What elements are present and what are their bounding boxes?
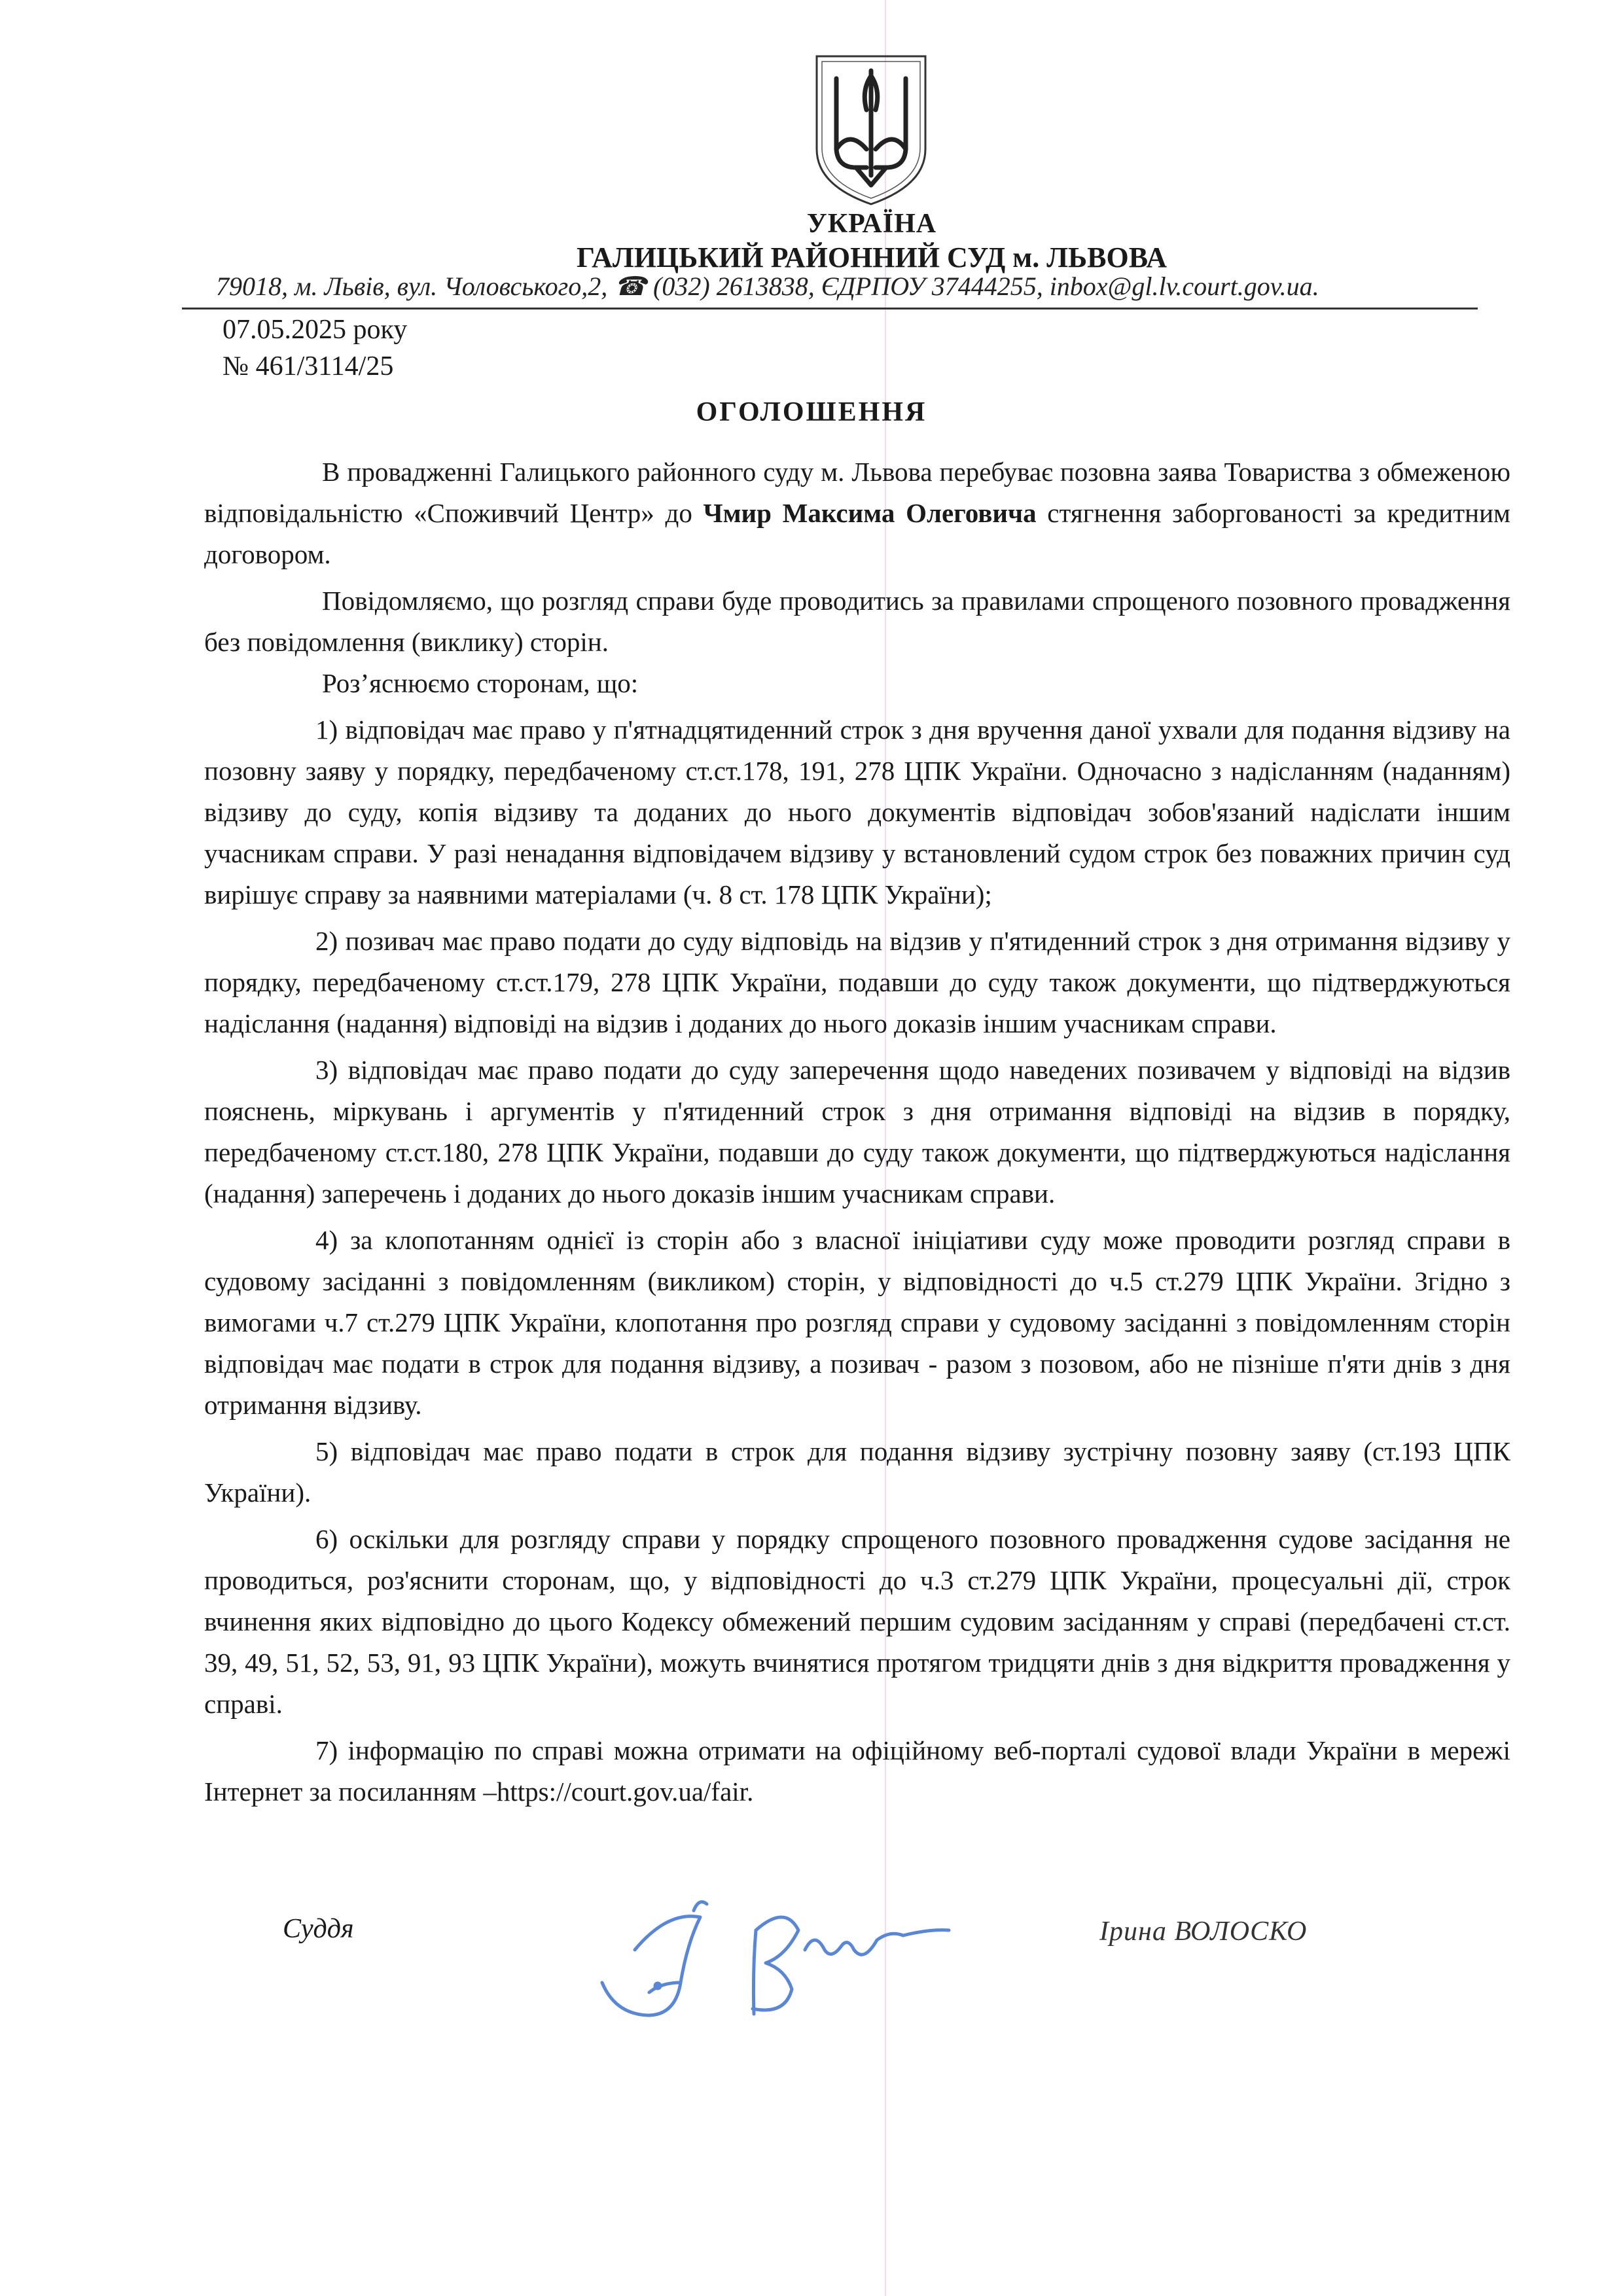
explain-paragraph: Роз’яснюємо сторонам, що: (322, 668, 639, 698)
list-item: 1) відповідач має право у п'ятнадцятиденний строк з дня вручення даної ухвали для подання відзиву на позовну заяву у порядку, передбаченому ст.ст.178, 191, 278 ЦПК України. Одночасно з надісланням (наданням) відзиву до суду, копія відзиву та доданих до нього документів відповідач зобов'язаний надіслати іншим учасникам справи. У разі ненадання відповідачем відзиву у встановлений судом строк без поважних причин суд вирішує справу за наявними матеріалами (ч. 8 ст. 178 ЦПК України); (204, 715, 1510, 910)
list-item: 6) оскільки для розгляду справи у порядку спрощеного позовного провадження судове засідання не проводиться, роз'яснити сторонам, що, у відповідності до ч.3 ст.279 ЦПК України, процесуальні дії, строк вчинення яких відповідно до цього Кодексу обмежений першим судовим засіданням у справі (передбачені ст.ст. 39, 49, 51, 52, 53, 91, 93 ЦПК України), можуть вчинятися протягом тридцяти днів з дня відкриття провадження у справі. (204, 1524, 1510, 1719)
court-address: 79018, м. Львів, вул. Чоловського,2, ☎ (032) 2613838, ЄДРПОУ 37444255, inbox@gl.lv.court.gov.ua. (216, 272, 1319, 301)
trident-coat-of-arms-icon (810, 51, 932, 208)
notice-paragraph: Повідомляємо, що розгляд справи буде проводитись за правилами спрощеного позовного провадження без повідомлення (виклику) сторін. (204, 586, 1510, 657)
judge-label: Суддя (283, 1914, 354, 1944)
court-name-heading: ГАЛИЦЬКИЙ РАЙОННИЙ СУД м. ЛЬВОВА (576, 241, 1168, 274)
handwritten-signature (589, 1852, 955, 2048)
judge-name: Ірина ВОЛОСКО (1099, 1916, 1308, 1947)
signature-block (0, 1898, 1623, 2068)
intro-paragraph (204, 451, 1510, 575)
intro-text-after: стягнення заборгованості за кредитним договором. (204, 498, 1510, 569)
defendant-name: Чмир Максима Олеговича (703, 498, 1037, 528)
intro-text-before: В провадженні Галицького районного суду м. Львова перебуває позовна заява Товариства з обмеженою відповідальністю «Споживчий Центр» до (204, 457, 1510, 528)
list-item: 2) позивач має право подати до суду відповідь на відзив у п'ятиденний строк з дня отримання відзиву у порядку, передбаченому ст.ст.179, 278 ЦПК України, подавши до суду також документи, що підтверджуються надіслання (надання) відповіді на відзив і доданих до нього доказів іншим учасникам справи. (204, 926, 1510, 1038)
list-item: 4) за клопотанням однієї із сторін або з власної ініціативи суду може проводити розгляд справи в судовому засіданні з повідомленням (викликом) сторін, у відповідності до ч.5 ст.279 ЦПК України. Згідно з вимогами ч.7 ст.279 ЦПК України, клопотання про розгляд справи у судовому засіданні з повідомленням сторін відповідач має подати в строк для подання відзиву, а позивач - разом з позовом, або не пізніше п'яти днів з дня отримання відзиву. (204, 1225, 1510, 1420)
document-title: ОГОЛОШЕННЯ (696, 397, 927, 427)
country-heading: УКРАЇНА (806, 209, 937, 239)
document-date: 07.05.2025 року (223, 315, 408, 345)
list-item: 7) інформацію по справі можна отримати на офіційному веб-порталі судової влади України в мережі Інтернет за посиланням –https://court.gov.ua/fair. (204, 1735, 1510, 1807)
announcement-body (204, 451, 1510, 1812)
list-item: 3) відповідач має право подати до суду заперечення щодо наведених позивачем у відповіді на відзив пояснень, міркувань і аргументів у п'ятиденний строк з дня отримання відповіді на відзив в порядку, передбаченому ст.ст.180, 278 ЦПК України, подавши до суду також документи, що підтверджуються надіслання (надання) заперечень і доданих до нього доказів іншим учасникам справи. (204, 1055, 1510, 1209)
header-divider (182, 308, 1478, 309)
case-number: № 461/3114/25 (223, 351, 394, 381)
list-item: 5) відповідач має право подати в строк для подання відзиву зустрічну позовну заяву (ст.193 ЦПК України). (204, 1436, 1510, 1508)
